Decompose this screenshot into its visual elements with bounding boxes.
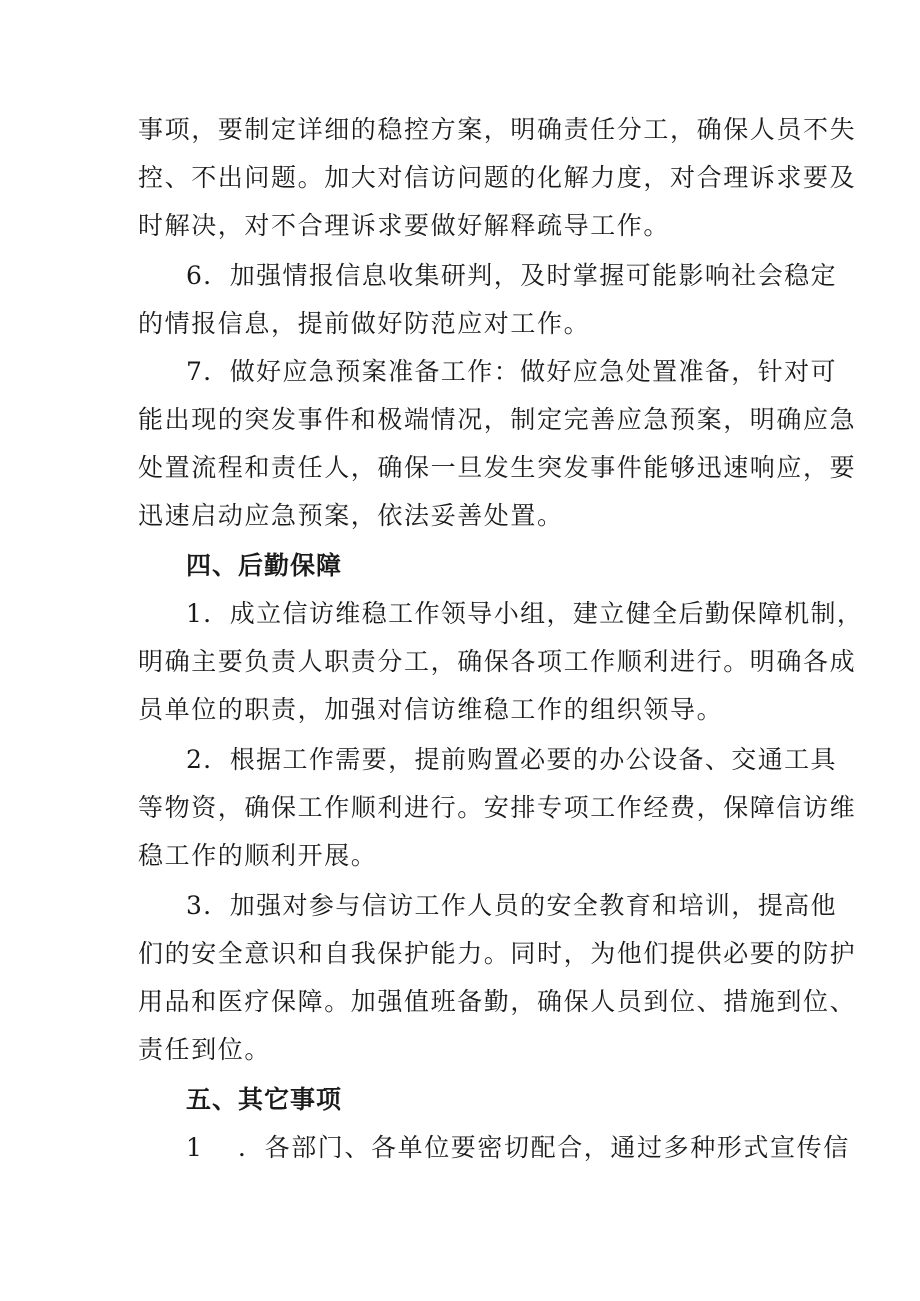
paragraph-line (0, 836, 920, 876)
line-text: 6．加强情报信息收集研判，及时掌握可能影响社会稳定 (186, 261, 837, 290)
paragraph-line (0, 352, 920, 392)
paragraph-line (0, 304, 920, 344)
paragraph-line (0, 256, 920, 296)
paragraph-line (0, 158, 920, 198)
paragraph-line (0, 400, 920, 440)
paragraph-line (0, 788, 920, 828)
paragraph-line (0, 110, 920, 150)
line-text: 1．成立信访维稳工作领导小组，建立健全后勤保障机制， (186, 599, 864, 628)
paragraph-line (0, 740, 920, 780)
line-text: 2．根据工作需要，提前购置必要的办公设备、交通工具 (186, 745, 837, 774)
paragraph-line (0, 206, 920, 246)
line-text: 7．做好应急预案准备工作：做好应急处置准备，针对可 (186, 357, 837, 386)
paragraph-line (0, 496, 920, 536)
paragraph-line (0, 982, 920, 1022)
line-text: 员单位的职责，加强对信访维稳工作的组织领导。 (138, 695, 724, 724)
paragraph-line (0, 690, 920, 730)
line-text: 的情报信息，提前做好防范应对工作。 (138, 309, 591, 338)
line-text: 迅速启动应急预案，依法妥善处置。 (138, 501, 564, 530)
paragraph-line (0, 448, 920, 488)
paragraph-line (0, 594, 920, 634)
paragraph-line (0, 886, 920, 926)
line-text: 事项，要制定详细的稳控方案，明确责任分工，确保人员不失 (138, 115, 857, 144)
paragraph-line (0, 1128, 920, 1168)
section-heading (0, 546, 920, 586)
line-text: ．各部门、各单位要密切配合，通过多种形式宣传信 (238, 1133, 850, 1162)
line-text: 能出现的突发事件和极端情况，制定完善应急预案，明确应急 (138, 405, 857, 434)
line-text: 用品和医疗保障。加强值班备勤，确保人员到位、措施到位、 (138, 987, 857, 1016)
paragraph-line (0, 642, 920, 682)
heading-text: 四、后勤保障 (186, 551, 343, 580)
line-text: 控、不出问题。加大对信访问题的化解力度，对合理诉求要及 (138, 163, 857, 192)
line-text: 时解决，对不合理诉求要做好解释疏导工作。 (138, 211, 671, 240)
paragraph-line (0, 934, 920, 974)
line-text: 们的安全意识和自我保护能力。同时，为他们提供必要的防护 (138, 939, 857, 968)
line-text: 稳工作的顺利开展。 (138, 841, 378, 870)
line-text: 处置流程和责任人，确保一旦发生突发事件能够迅速响应，要 (138, 453, 857, 482)
item-number: 1 (186, 1133, 202, 1162)
line-text: 3．加强对参与信访工作人员的安全教育和培训，提高他 (186, 891, 837, 920)
paragraph-line (0, 1030, 920, 1070)
line-text: 明确主要负责人职责分工，确保各项工作顺利进行。明确各成 (138, 647, 857, 676)
line-text: 责任到位。 (138, 1035, 272, 1064)
section-heading (0, 1080, 920, 1120)
heading-text: 五、其它事项 (186, 1085, 343, 1114)
line-text: 等物资，确保工作顺利进行。安排专项工作经费，保障信访维 (138, 793, 857, 822)
